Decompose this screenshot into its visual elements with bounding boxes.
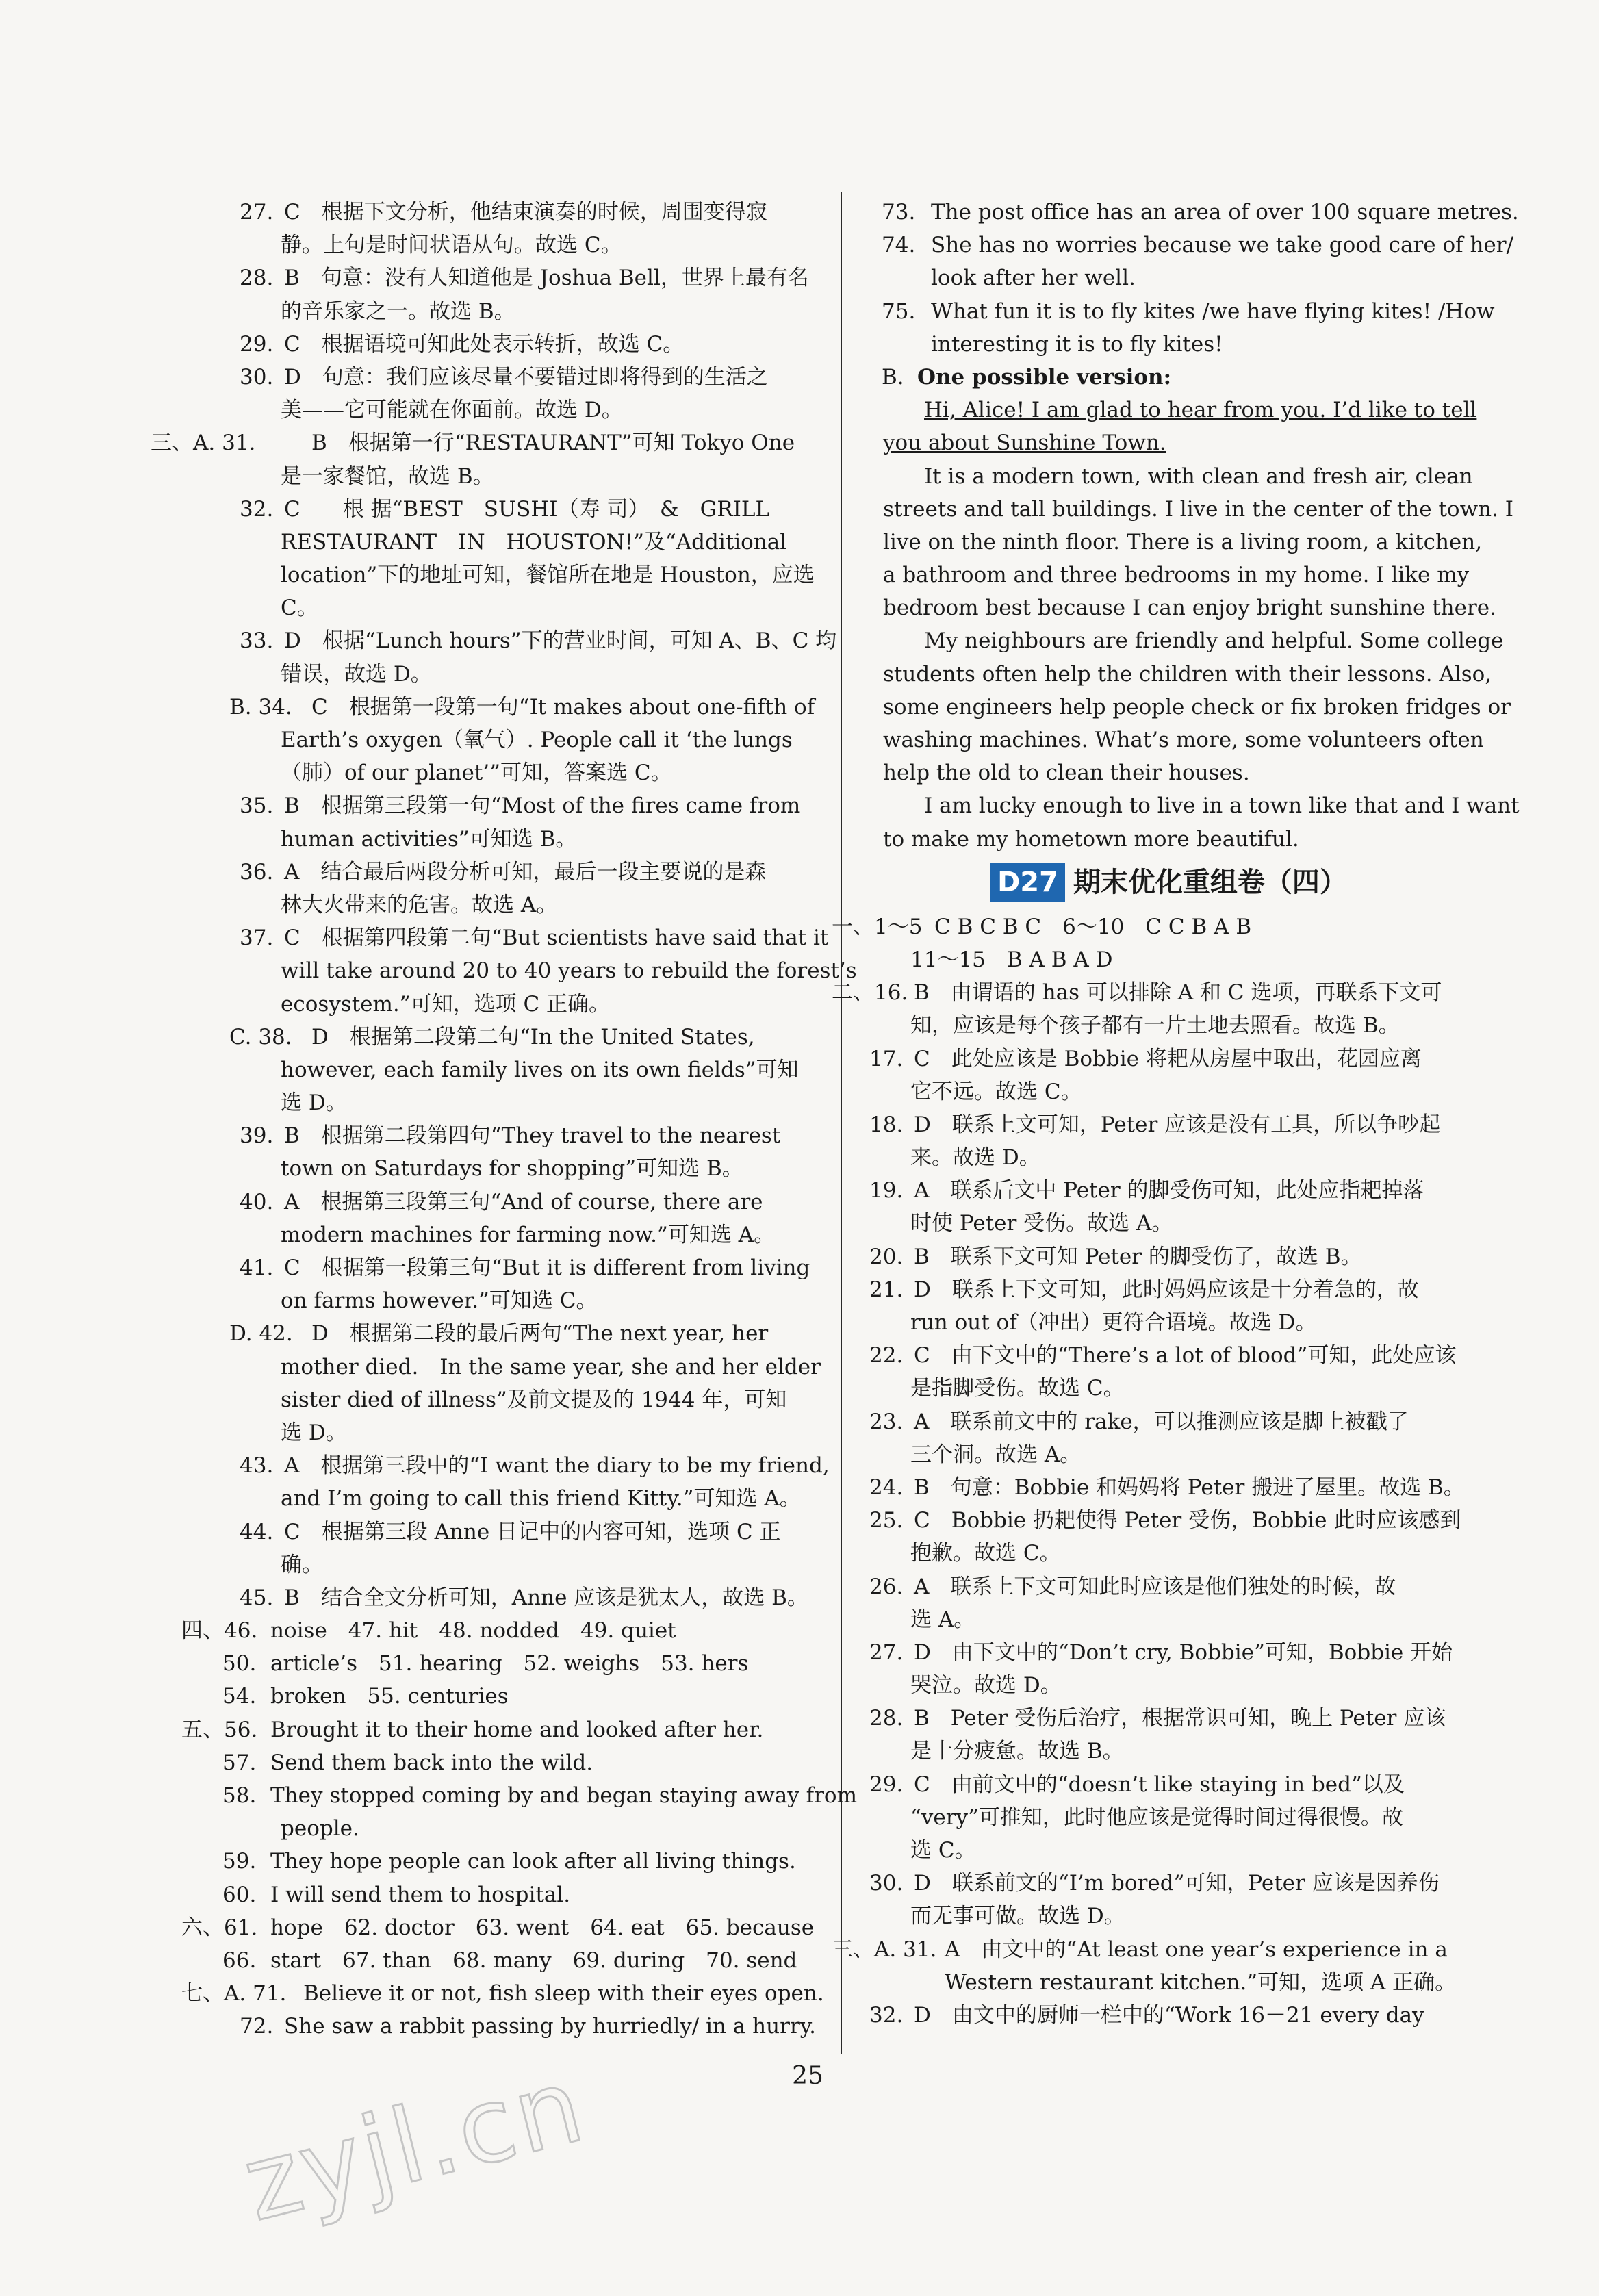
item-number: 21. xyxy=(869,1277,904,1302)
answer-text: One possible version: xyxy=(917,364,1172,390)
answer-line xyxy=(175,262,818,294)
answer-text: What fun it is to fly kites /we have flying kites! /How xyxy=(931,298,1495,324)
answer-text: （肺）of our planet’”可知，答案选 C。 xyxy=(281,761,672,786)
answer-line xyxy=(869,1174,1468,1207)
item-number: 29. xyxy=(240,331,274,357)
answer-line xyxy=(175,361,818,394)
answer-line xyxy=(175,1449,830,1482)
answer-text: The post office has an area of over 100 square metres. xyxy=(931,200,1519,225)
answer-text: B 根据第二段第四句“They travel to the nearest xyxy=(284,1123,781,1149)
item-number: 37. xyxy=(240,926,274,951)
answer-line xyxy=(869,691,1511,724)
answer-line xyxy=(869,361,1468,394)
item-number: 六、61. xyxy=(181,1915,258,1940)
answer-line xyxy=(175,988,818,1021)
answer-line xyxy=(175,460,818,493)
answer-text: D 由下文中的“Don’t cry, Bobbie”可知，Bobbie 开始 xyxy=(914,1640,1453,1665)
answer-text: She saw a rabbit passing by hurriedly/ in a hurry. xyxy=(284,2014,816,2039)
answer-text: 选 D。 xyxy=(281,1420,347,1445)
item-number: 二、16. xyxy=(832,980,908,1006)
item-number: 20. xyxy=(869,1244,904,1269)
answer-text: She has no worries because we take good care of her/ xyxy=(931,233,1514,258)
answer-line xyxy=(869,1669,1468,1702)
answer-line xyxy=(869,1471,1468,1504)
answer-line xyxy=(175,1086,818,1119)
item-number: 33. xyxy=(240,628,274,654)
answer-line xyxy=(175,658,818,691)
section-tag: D27 xyxy=(990,863,1065,902)
answer-text: Brought it to their home and looked after her. xyxy=(270,1717,764,1742)
answer-line xyxy=(175,1383,818,1416)
answer-line xyxy=(869,328,1468,361)
answer-line xyxy=(175,1351,821,1383)
answer-text: “very”可推知，此时他应该是觉得时间过得很慢。故 xyxy=(910,1804,1403,1830)
answer-line xyxy=(869,1900,1468,1933)
answer-line xyxy=(869,1636,1468,1669)
answer-line xyxy=(869,624,1504,657)
answer-text: C 由下文中的“There’s a lot of blood”可知，此处应该 xyxy=(914,1343,1457,1368)
answer-line xyxy=(869,196,1519,229)
answer-line xyxy=(175,1878,818,1911)
answer-line xyxy=(175,394,818,426)
answer-text: human activities”可知选 B。 xyxy=(281,826,577,852)
answer-line xyxy=(832,1933,1468,1966)
answer-line xyxy=(175,691,818,724)
answer-text: D 由文中的厨师一栏中的“Work 16－21 every day xyxy=(914,2002,1424,2028)
answer-line xyxy=(175,1054,818,1086)
answer-text: 抱歉。故选 C。 xyxy=(910,1541,1061,1566)
answer-text: 知，应该是每个孩子都有一片土地去照看。故选 B。 xyxy=(910,1013,1400,1038)
answer-text: B Peter 受伤后治疗，根据常识可知，晚上 Peter 应该 xyxy=(914,1706,1446,1731)
item-number: 45. xyxy=(240,1585,274,1610)
answer-text: 选 D。 xyxy=(281,1090,347,1116)
answer-line xyxy=(869,1240,1468,1273)
answer-line xyxy=(869,1834,1468,1867)
item-number: 32. xyxy=(240,496,274,522)
item-number: 66. xyxy=(222,1948,257,1973)
answer-text: location”下的地址可知，餐馆所在地是 Houston，应选 xyxy=(281,563,815,588)
answer-text: I will send them to hospital. xyxy=(270,1882,571,1907)
answer-line xyxy=(869,1603,1468,1636)
item-number: 72. xyxy=(240,2014,274,2039)
answer-line xyxy=(869,1207,1468,1240)
item-number: 28. xyxy=(869,1706,904,1731)
answer-line xyxy=(175,1911,818,1944)
answer-line xyxy=(175,1251,818,1284)
answer-text: A 由文中的“At least one year’s experience in a xyxy=(945,1937,1448,1962)
answer-line xyxy=(175,756,818,789)
answer-text: run out of（冲出）更符合语境。故选 D。 xyxy=(910,1310,1317,1335)
answer-line xyxy=(175,624,837,657)
answer-text: Earth’s oxygen（氧气）. People call it ‘the lungs xyxy=(281,728,793,752)
item-number: 五、56. xyxy=(181,1717,258,1742)
item-number: 36. xyxy=(240,859,274,884)
answer-text: Western restaurant kitchen.”可知，选项 A 正确。 xyxy=(945,1969,1457,1995)
answer-line xyxy=(869,1339,1468,1372)
answer-line xyxy=(175,1021,818,1054)
answer-line xyxy=(869,1801,1468,1834)
answer-text: C。 xyxy=(281,596,318,621)
answer-text: A 结合最后两段分析可知，最后一段主要说的是森 xyxy=(284,859,767,884)
answer-line xyxy=(175,1482,818,1515)
answer-line xyxy=(869,295,1495,328)
answer-line xyxy=(175,1845,818,1878)
item-number: 七、A. 71. xyxy=(181,1981,287,2006)
answer-list-d27 xyxy=(832,910,1468,2032)
answer-line xyxy=(175,1614,818,1647)
column-divider xyxy=(841,192,842,2054)
answer-text: sister died of illness”及前文提及的 1944 年，可知 xyxy=(281,1387,787,1412)
answer-text: D 联系前文的“I’m bored”可知，Peter 应该是因养伤 xyxy=(914,1871,1440,1896)
answer-line xyxy=(869,1537,1468,1570)
answer-text: C 此处应该是 Bobbie 将耙从房屋中取出，花园应离 xyxy=(914,1046,1422,1071)
answer-line xyxy=(175,1284,818,1317)
item-number: D. 42. xyxy=(229,1321,293,1347)
answer-line xyxy=(869,1306,1468,1339)
answer-text: 林大火带来的危害。故选 A。 xyxy=(281,892,558,917)
answer-line xyxy=(175,889,818,921)
answer-text: students often help the children with their lessons. Also, xyxy=(883,661,1492,687)
answer-text: C 根据下文分析，他结束演奏的时候，周围变得寂 xyxy=(284,200,767,225)
answer-text: 时使 Peter 受伤。故选 A。 xyxy=(910,1211,1173,1236)
answer-line xyxy=(869,1966,1468,1999)
answer-text: modern machines for farming now.”可知选 A。 xyxy=(281,1222,776,1247)
item-number: 30. xyxy=(869,1871,904,1896)
answer-text: 是十分疲惫。故选 B。 xyxy=(910,1739,1124,1764)
answer-line xyxy=(175,1516,818,1548)
answer-text: A 根据第三段第三句“And of course, there are xyxy=(284,1189,763,1214)
answer-line xyxy=(175,1219,818,1251)
answer-text: town on Saturdays for shopping”可知选 B。 xyxy=(281,1156,743,1182)
answer-text: C 根据第一段第一句“It makes about one-fifth of xyxy=(311,694,815,719)
answer-text: 的音乐家之一。故选 B。 xyxy=(281,298,515,324)
answer-text: A 联系上下文可知此时应该是他们独处的时候，故 xyxy=(914,1574,1396,1599)
page-number: 25 xyxy=(792,2062,823,2090)
item-number: B. 34. xyxy=(229,694,292,719)
right-column xyxy=(832,196,1520,2032)
answer-line xyxy=(869,1735,1468,1768)
answer-text: you about Sunshine Town. xyxy=(883,431,1166,456)
answer-text: They hope people can look after all living things. xyxy=(270,1849,796,1874)
answer-line xyxy=(869,1768,1468,1801)
answer-line xyxy=(869,1999,1468,2032)
answer-line xyxy=(869,526,1483,559)
answer-line xyxy=(869,1405,1468,1438)
answer-line xyxy=(832,910,1468,943)
answer-text: on farms however.”可知选 C。 xyxy=(281,1288,598,1314)
answer-text: 哭泣。故选 D。 xyxy=(910,1673,1062,1698)
item-number: 60. xyxy=(222,1882,257,1907)
answer-text: B 由谓语的 has 可以排除 A 和 C 选项，再联系下文可 xyxy=(914,980,1442,1006)
answer-line xyxy=(175,1812,818,1845)
item-number: 74. xyxy=(882,233,916,258)
answer-text: broken 55. centuries xyxy=(270,1684,509,1709)
answer-line xyxy=(175,493,818,526)
answer-text: 11～15 B A B A D xyxy=(910,947,1113,972)
item-number: 58. xyxy=(222,1783,257,1808)
answer-line xyxy=(869,1702,1468,1735)
answer-text: 是一家餐馆，故选 B。 xyxy=(281,463,494,489)
answer-line xyxy=(175,1680,818,1713)
answer-text: Believe it or not, fish sleep with their eyes open. xyxy=(303,1981,824,2006)
answer-text: article’s 51. hearing 52. weighs 53. hers xyxy=(270,1651,749,1676)
answer-text: 错误，故选 D。 xyxy=(281,661,432,687)
answer-line xyxy=(175,328,818,361)
answer-text: hope 62. doctor 63. went 64. eat 65. because xyxy=(270,1915,815,1940)
answer-line xyxy=(869,1504,1468,1537)
item-number: 22. xyxy=(869,1343,904,1368)
item-number: 73. xyxy=(882,200,916,225)
item-number: 23. xyxy=(869,1409,904,1434)
answer-line xyxy=(869,559,1468,591)
answer-text: help the old to clean their houses. xyxy=(883,761,1250,786)
answer-text: start 67. than 68. many 69. during 70. send xyxy=(270,1948,797,1973)
answer-text: C Bobbie 扔耙使得 Peter 受伤，Bobbie 此时应该感到 xyxy=(914,1508,1461,1533)
answer-line xyxy=(175,229,818,262)
answer-text: D 联系上文可知，Peter 应该是没有工具，所以争吵起 xyxy=(914,1112,1441,1137)
answer-text: B 根据第一行“RESTAURANT”可知 Tokyo One xyxy=(311,431,795,456)
item-number: 24. xyxy=(869,1475,904,1500)
item-number: 三、A. 31. xyxy=(151,431,256,456)
answer-text: They stopped coming by and began staying away from xyxy=(270,1783,857,1808)
answer-line xyxy=(832,976,1468,1009)
answer-text: 是指脚受伤。故选 C。 xyxy=(910,1376,1125,1401)
answer-line xyxy=(175,2010,818,2043)
answer-line xyxy=(869,1141,1468,1174)
answer-text: It is a modern town, with clean and fresh air, clean xyxy=(924,463,1473,489)
left-column xyxy=(151,196,857,2043)
answer-text: A 联系前文中的 rake，可以推测应该是脚上被戳了 xyxy=(914,1409,1409,1434)
answer-text: I am lucky enough to live in a town like that and I want xyxy=(924,793,1520,819)
answer-line xyxy=(175,921,829,954)
answer-text: A 联系后文中 Peter 的脚受伤可知，此处应指耙掉落 xyxy=(914,1178,1424,1203)
answer-text: look after her well. xyxy=(931,266,1136,291)
answer-line xyxy=(175,1119,818,1152)
answer-text: Send them back into the wild. xyxy=(270,1750,593,1775)
item-number: 26. xyxy=(869,1574,904,1599)
answer-text: A 根据第三段中的“I want the diary to be my friend, xyxy=(284,1453,830,1479)
answer-text: 它不远。故选 C。 xyxy=(910,1079,1082,1104)
section-title-text: 期末优化重组卷（四） xyxy=(1073,865,1347,898)
answer-text: bedroom best because I can enjoy bright sunshine there. xyxy=(883,596,1496,621)
answer-text: 静。上句是时间状语从句。故选 C。 xyxy=(281,233,622,258)
answer-list-continued xyxy=(869,196,1520,856)
answer-text: D 根据第二段的最后两句“The next year, her xyxy=(311,1321,769,1347)
item-number: 29. xyxy=(869,1772,904,1797)
answer-text: My neighbours are friendly and helpful. Some college xyxy=(924,628,1504,654)
answer-text: D 根据“Lunch hours”下的营业时间，可知 A、B、C 均 xyxy=(284,628,837,654)
answer-line xyxy=(175,1746,818,1779)
answer-line xyxy=(869,1867,1468,1900)
answer-line xyxy=(869,229,1514,262)
answer-line xyxy=(869,724,1484,756)
answer-line xyxy=(869,493,1514,526)
answer-text: 而无事可做。故选 D。 xyxy=(910,1904,1125,1929)
answer-text: 来。故选 D。 xyxy=(910,1145,1040,1171)
answer-line xyxy=(151,426,818,459)
item-number: 43. xyxy=(240,1453,274,1479)
answer-line xyxy=(869,658,1492,691)
answer-line xyxy=(175,1186,818,1219)
item-number: 35. xyxy=(240,793,274,819)
answer-text: C 根据第三段 Anne 日记中的内容可知，选项 C 正 xyxy=(284,1519,781,1544)
answer-text: washing machines. What’s more, some volunteers often xyxy=(883,728,1484,752)
item-number: 17. xyxy=(869,1046,904,1071)
item-number: 四、46. xyxy=(181,1618,258,1644)
item-number: 50. xyxy=(222,1651,257,1676)
answer-line xyxy=(175,954,857,987)
answer-text: C 根据第一段第三句“But it is different from living xyxy=(284,1255,810,1280)
item-number: 27. xyxy=(869,1640,904,1665)
answer-line xyxy=(869,1273,1468,1306)
answer-text: 选 A。 xyxy=(910,1607,975,1632)
answer-line xyxy=(175,823,818,856)
answer-line xyxy=(869,1009,1468,1042)
answer-line xyxy=(175,1581,818,1614)
answer-text: and I’m going to call this friend Kitty.”可知选 A。 xyxy=(281,1486,801,1511)
answer-text: B 结合全文分析可知，Anne 应该是犹太人，故选 B。 xyxy=(284,1585,808,1610)
answer-text: 确。 xyxy=(281,1552,323,1577)
answer-text: however, each family lives on its own fields”可知 xyxy=(281,1057,799,1082)
answer-text: C 根据第四段第二句“But scientists have said that it xyxy=(284,926,829,951)
item-number: 40. xyxy=(240,1189,274,1214)
answer-line xyxy=(869,1043,1468,1075)
answer-text: C 由前文中的“doesn’t like staying in bed”以及 xyxy=(914,1772,1405,1797)
answer-line xyxy=(175,591,818,624)
answer-line xyxy=(869,1570,1468,1603)
watermark-logo: zyjl.cn xyxy=(233,2045,597,2245)
answer-text: will take around 20 to 40 years to rebuild the forest’s xyxy=(281,958,857,984)
answer-text: Hi, Alice! I am glad to hear from you. I’d like to tell xyxy=(924,398,1477,423)
answer-text: B 根据第三段第一句“Most of the fires came from xyxy=(284,793,801,819)
item-number: 39. xyxy=(240,1123,274,1149)
answer-line xyxy=(175,1647,818,1680)
answer-text: 三个洞。故选 A。 xyxy=(910,1442,1082,1467)
answer-line xyxy=(175,1944,818,1977)
answer-text: mother died. In the same year, she and her elder xyxy=(281,1354,821,1379)
answer-text: noise 47. hit 48. nodded 49. quiet xyxy=(270,1618,676,1644)
item-number: 57. xyxy=(222,1750,257,1775)
item-number: 54. xyxy=(222,1684,257,1709)
answer-line xyxy=(175,1152,818,1185)
answer-text: interesting it is to fly kites! xyxy=(931,331,1223,357)
item-number: 三、A. 31. xyxy=(832,1937,937,1962)
answer-text: B 联系下文可知 Peter 的脚受伤了，故选 B。 xyxy=(914,1244,1362,1269)
item-number: 19. xyxy=(869,1178,904,1203)
answer-line xyxy=(175,1977,824,2010)
answer-line xyxy=(175,1713,818,1746)
answer-text: B 句意：没有人知道他是 Joshua Bell，世界上最有名 xyxy=(284,266,809,291)
answer-line xyxy=(869,262,1468,294)
answer-text: to make my hometown more beautiful. xyxy=(883,826,1299,852)
answer-line xyxy=(869,1075,1468,1108)
answer-text: 选 C。 xyxy=(910,1838,976,1863)
answer-text: C B C B C 6～10 C C B A B xyxy=(934,914,1252,939)
answer-line xyxy=(869,426,1468,459)
answer-text: C 根 据“BEST SUSHI（寿 司） & GRILL xyxy=(284,496,770,522)
item-number: 一、1～5 xyxy=(832,914,923,939)
answer-line xyxy=(175,295,818,328)
item-number: 25. xyxy=(869,1508,904,1533)
item-number: 41. xyxy=(240,1255,274,1280)
answer-line xyxy=(175,1416,818,1449)
answer-line xyxy=(175,1548,818,1581)
answer-text: D 句意：我们应该尽量不要错过即将得到的生活之 xyxy=(284,364,768,390)
answer-line xyxy=(869,591,1496,624)
answer-line xyxy=(175,724,818,756)
answer-text: B 句意：Bobbie 和妈妈将 Peter 搬进了屋里。故选 B。 xyxy=(914,1475,1465,1500)
answer-line xyxy=(175,1779,857,1812)
section-title xyxy=(869,858,1468,906)
answer-text: a bathroom and three bedrooms in my home. I like my xyxy=(883,563,1470,588)
answer-line xyxy=(869,789,1520,822)
answer-line xyxy=(175,789,818,822)
item-number: 75. xyxy=(882,298,916,324)
answer-text: RESTAURANT IN HOUSTON!”及“Additional xyxy=(281,529,787,554)
item-number: B. xyxy=(882,364,904,390)
answer-text: C 根据语境可知此处表示转折，故选 C。 xyxy=(284,331,685,357)
item-number: 18. xyxy=(869,1112,904,1137)
answer-line xyxy=(869,1372,1468,1405)
item-number: 27. xyxy=(240,200,274,225)
answer-line xyxy=(869,460,1473,493)
answer-line xyxy=(175,559,818,591)
answer-line xyxy=(175,1317,818,1350)
item-number: 28. xyxy=(240,266,274,291)
item-number: 44. xyxy=(240,1519,274,1544)
answer-text: D 根据第二段第二句“In the United States, xyxy=(311,1024,755,1049)
answer-text: some engineers help people check or fix broken fridges or xyxy=(883,694,1511,719)
answer-line xyxy=(869,394,1477,426)
answer-line xyxy=(869,756,1468,789)
answer-line xyxy=(175,196,818,229)
answer-text: people. xyxy=(281,1816,359,1841)
answer-line xyxy=(869,823,1468,856)
answer-line xyxy=(175,856,818,889)
answer-line xyxy=(869,1108,1468,1141)
answer-text: live on the ninth floor. There is a living room, a kitchen, xyxy=(883,529,1483,554)
item-number: 32. xyxy=(869,2002,904,2028)
item-number: C. 38. xyxy=(229,1024,292,1049)
answer-line xyxy=(869,943,1468,976)
answer-text: streets and tall buildings. I live in the center of the town. I xyxy=(883,496,1514,522)
answer-line xyxy=(175,526,818,559)
item-number: 30. xyxy=(240,364,274,390)
answer-text: 美——它可能就在你面前。故选 D。 xyxy=(281,398,623,423)
answer-text: D 联系上下文可知，此时妈妈应该是十分着急的，故 xyxy=(914,1277,1419,1302)
item-number: 59. xyxy=(222,1849,257,1874)
answer-text: ecosystem.”可知，选项 C 正确。 xyxy=(281,991,611,1017)
answer-line xyxy=(869,1438,1468,1471)
